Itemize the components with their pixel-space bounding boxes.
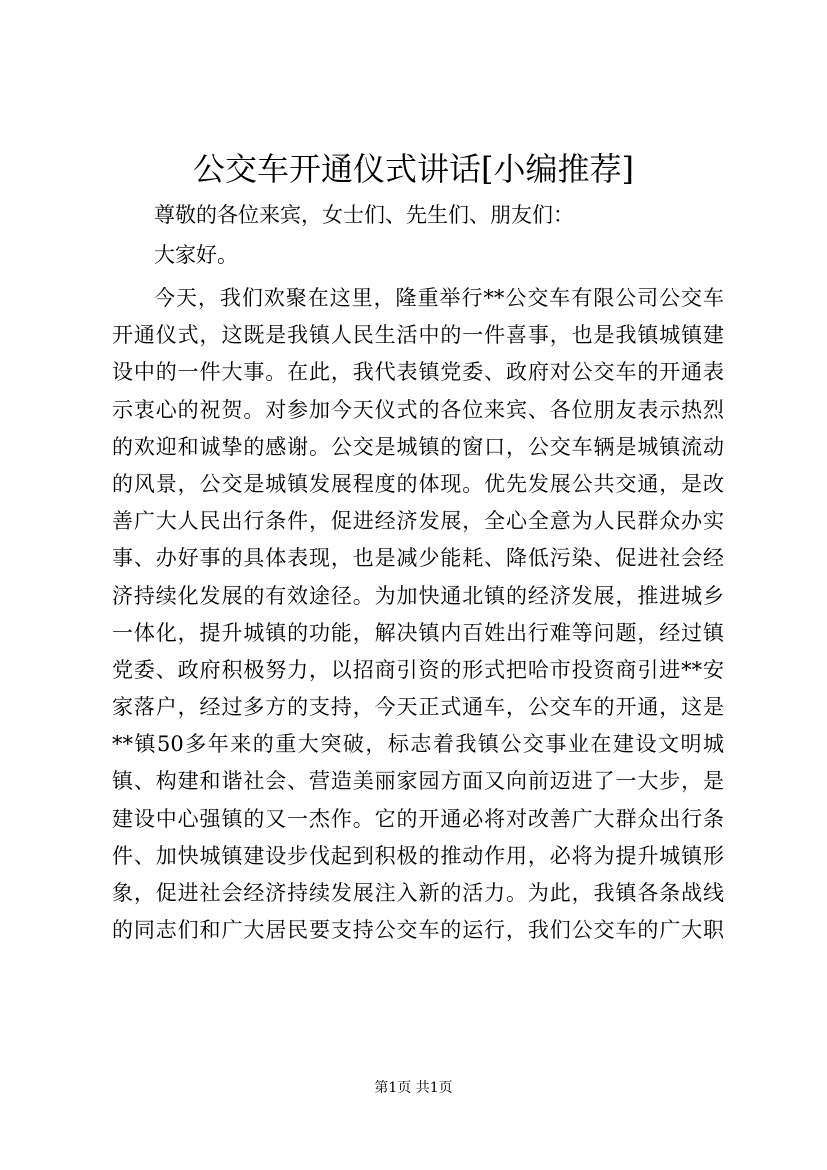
document-title: 公交车开通仪式讲话[小编推荐] <box>193 150 634 188</box>
body-line: 的同志们和广大居民要支持公交车的运行，我们公交车的广大职 <box>112 918 724 943</box>
body-line: 的欢迎和诚挚的感谢。公交是城镇的窗口，公交车辆是城镇流动 <box>112 434 724 459</box>
body-line: 开通仪式，这既是我镇人民生活中的一件喜事，也是我镇城镇建 <box>112 323 724 348</box>
body-line: 一体化，提升城镇的功能，解决镇内百姓出行难等问题，经过镇 <box>112 620 724 645</box>
page-number-footer: 第1页 共1页 <box>374 1080 453 1096</box>
body-line: 镇、构建和谐社会、营造美丽家园方面又向前迈进了一大步，是 <box>112 769 724 794</box>
body-line: 的风景，公交是城镇发展程度的体现。优先发展公共交通，是改 <box>112 471 724 496</box>
body-line: 家落户，经过多方的支持，今天正式通车，公交车的开通，这是 <box>112 695 724 720</box>
body-line: 建设中心强镇的又一杰作。它的开通必将对改善广大群众出行条 <box>112 806 724 831</box>
body-line: 件、加快城镇建设步伐起到积极的推动作用，必将为提升城镇形 <box>112 843 724 868</box>
body-line: 象，促进社会经济持续发展注入新的活力。为此，我镇各条战线 <box>112 881 724 905</box>
body-line: 设中的一件大事。在此，我代表镇党委、政府对公交车的开通表 <box>112 360 724 385</box>
body-line: 事、办好事的具体表现，也是减少能耗、降低污染、促进社会经 <box>112 546 724 571</box>
body-line: 济持续化发展的有效途径。为加快通北镇的经济发展，推进城乡 <box>112 583 724 608</box>
greeting-line: 大家好。 <box>154 243 238 267</box>
body-line: 党委、政府积极努力，以招商引资的形式把哈市投资商引进**安 <box>112 657 724 682</box>
speech-body <box>112 280 724 949</box>
salutation-line: 尊敬的各位来宾，女士们、先生们、朋友们： <box>154 203 574 227</box>
body-line: 善广大人民出行条件，促进经济发展，全心全意为人民群众办实 <box>112 509 724 534</box>
body-line: **镇50多年来的重大突破，标志着我镇公交事业在建设文明城 <box>112 732 724 757</box>
body-line: 今天，我们欢聚在这里，隆重举行**公交车有限公司公交车 <box>154 286 724 310</box>
body-line: 示衷心的祝贺。对参加今天仪式的各位来宾、各位朋友表示热烈 <box>112 397 724 422</box>
